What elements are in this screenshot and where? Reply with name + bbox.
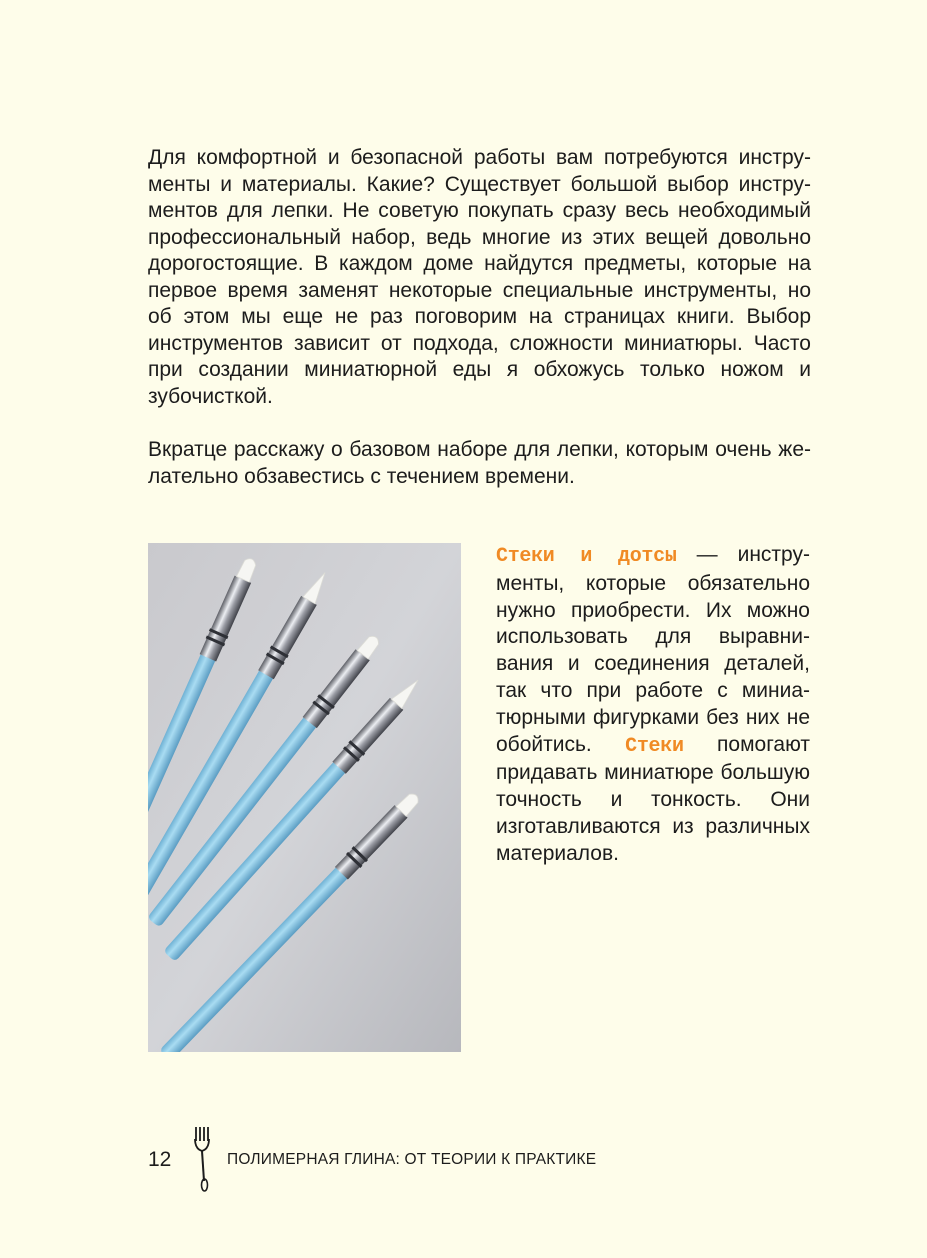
intro-paragraph: Для комфортной и безопасной работы вам потребуются инструменты и материалы. Какие? Существует большой выбор инструментов для лепки. Не советую покупать сразу весь необходимый профессиональный набор, ведь многие из этих вещей довольно дорогостоящие. В каждом доме найдутся предметы, которые на первое время заменят некоторые специальные инструменты, но об этом мы еще не раз поговорим на страницах книги. Выбор инструментов зависит от подхода, сложности миниатюры. Часто при создании миниатюрной еды я обхожусь только ножом и зубочисткой. bbox=[148, 146, 811, 408]
summary-paragraph: Вкратце расскажу о базовом наборе для лепки, которым очень желательно обзавестись с течением времени. bbox=[148, 438, 811, 488]
fork-icon bbox=[191, 1125, 215, 1193]
term-steki: Стеки bbox=[625, 734, 684, 758]
silicone-tools-photo bbox=[148, 543, 461, 1052]
page-number: 12 bbox=[148, 1148, 172, 1171]
tools-description-part2: помогают придавать миниатюре большую точность и тонкость. Они изготавливаются из различных материалов. bbox=[496, 732, 810, 865]
tools-description bbox=[496, 542, 810, 868]
tools-description-part1: — инструменты, которые обязательно нужно приобрести. Их можно использовать для выравнивания и соединения деталей, так что при работе с миниатюрными фигурками без них не обойтись. bbox=[496, 543, 810, 756]
term-steki-i-dotsy: Стеки и дотсы bbox=[496, 545, 677, 568]
running-title: ПОЛИМЕРНАЯ ГЛИНА: ОТ ТЕОРИИ К ПРАКТИКЕ bbox=[227, 1151, 597, 1168]
